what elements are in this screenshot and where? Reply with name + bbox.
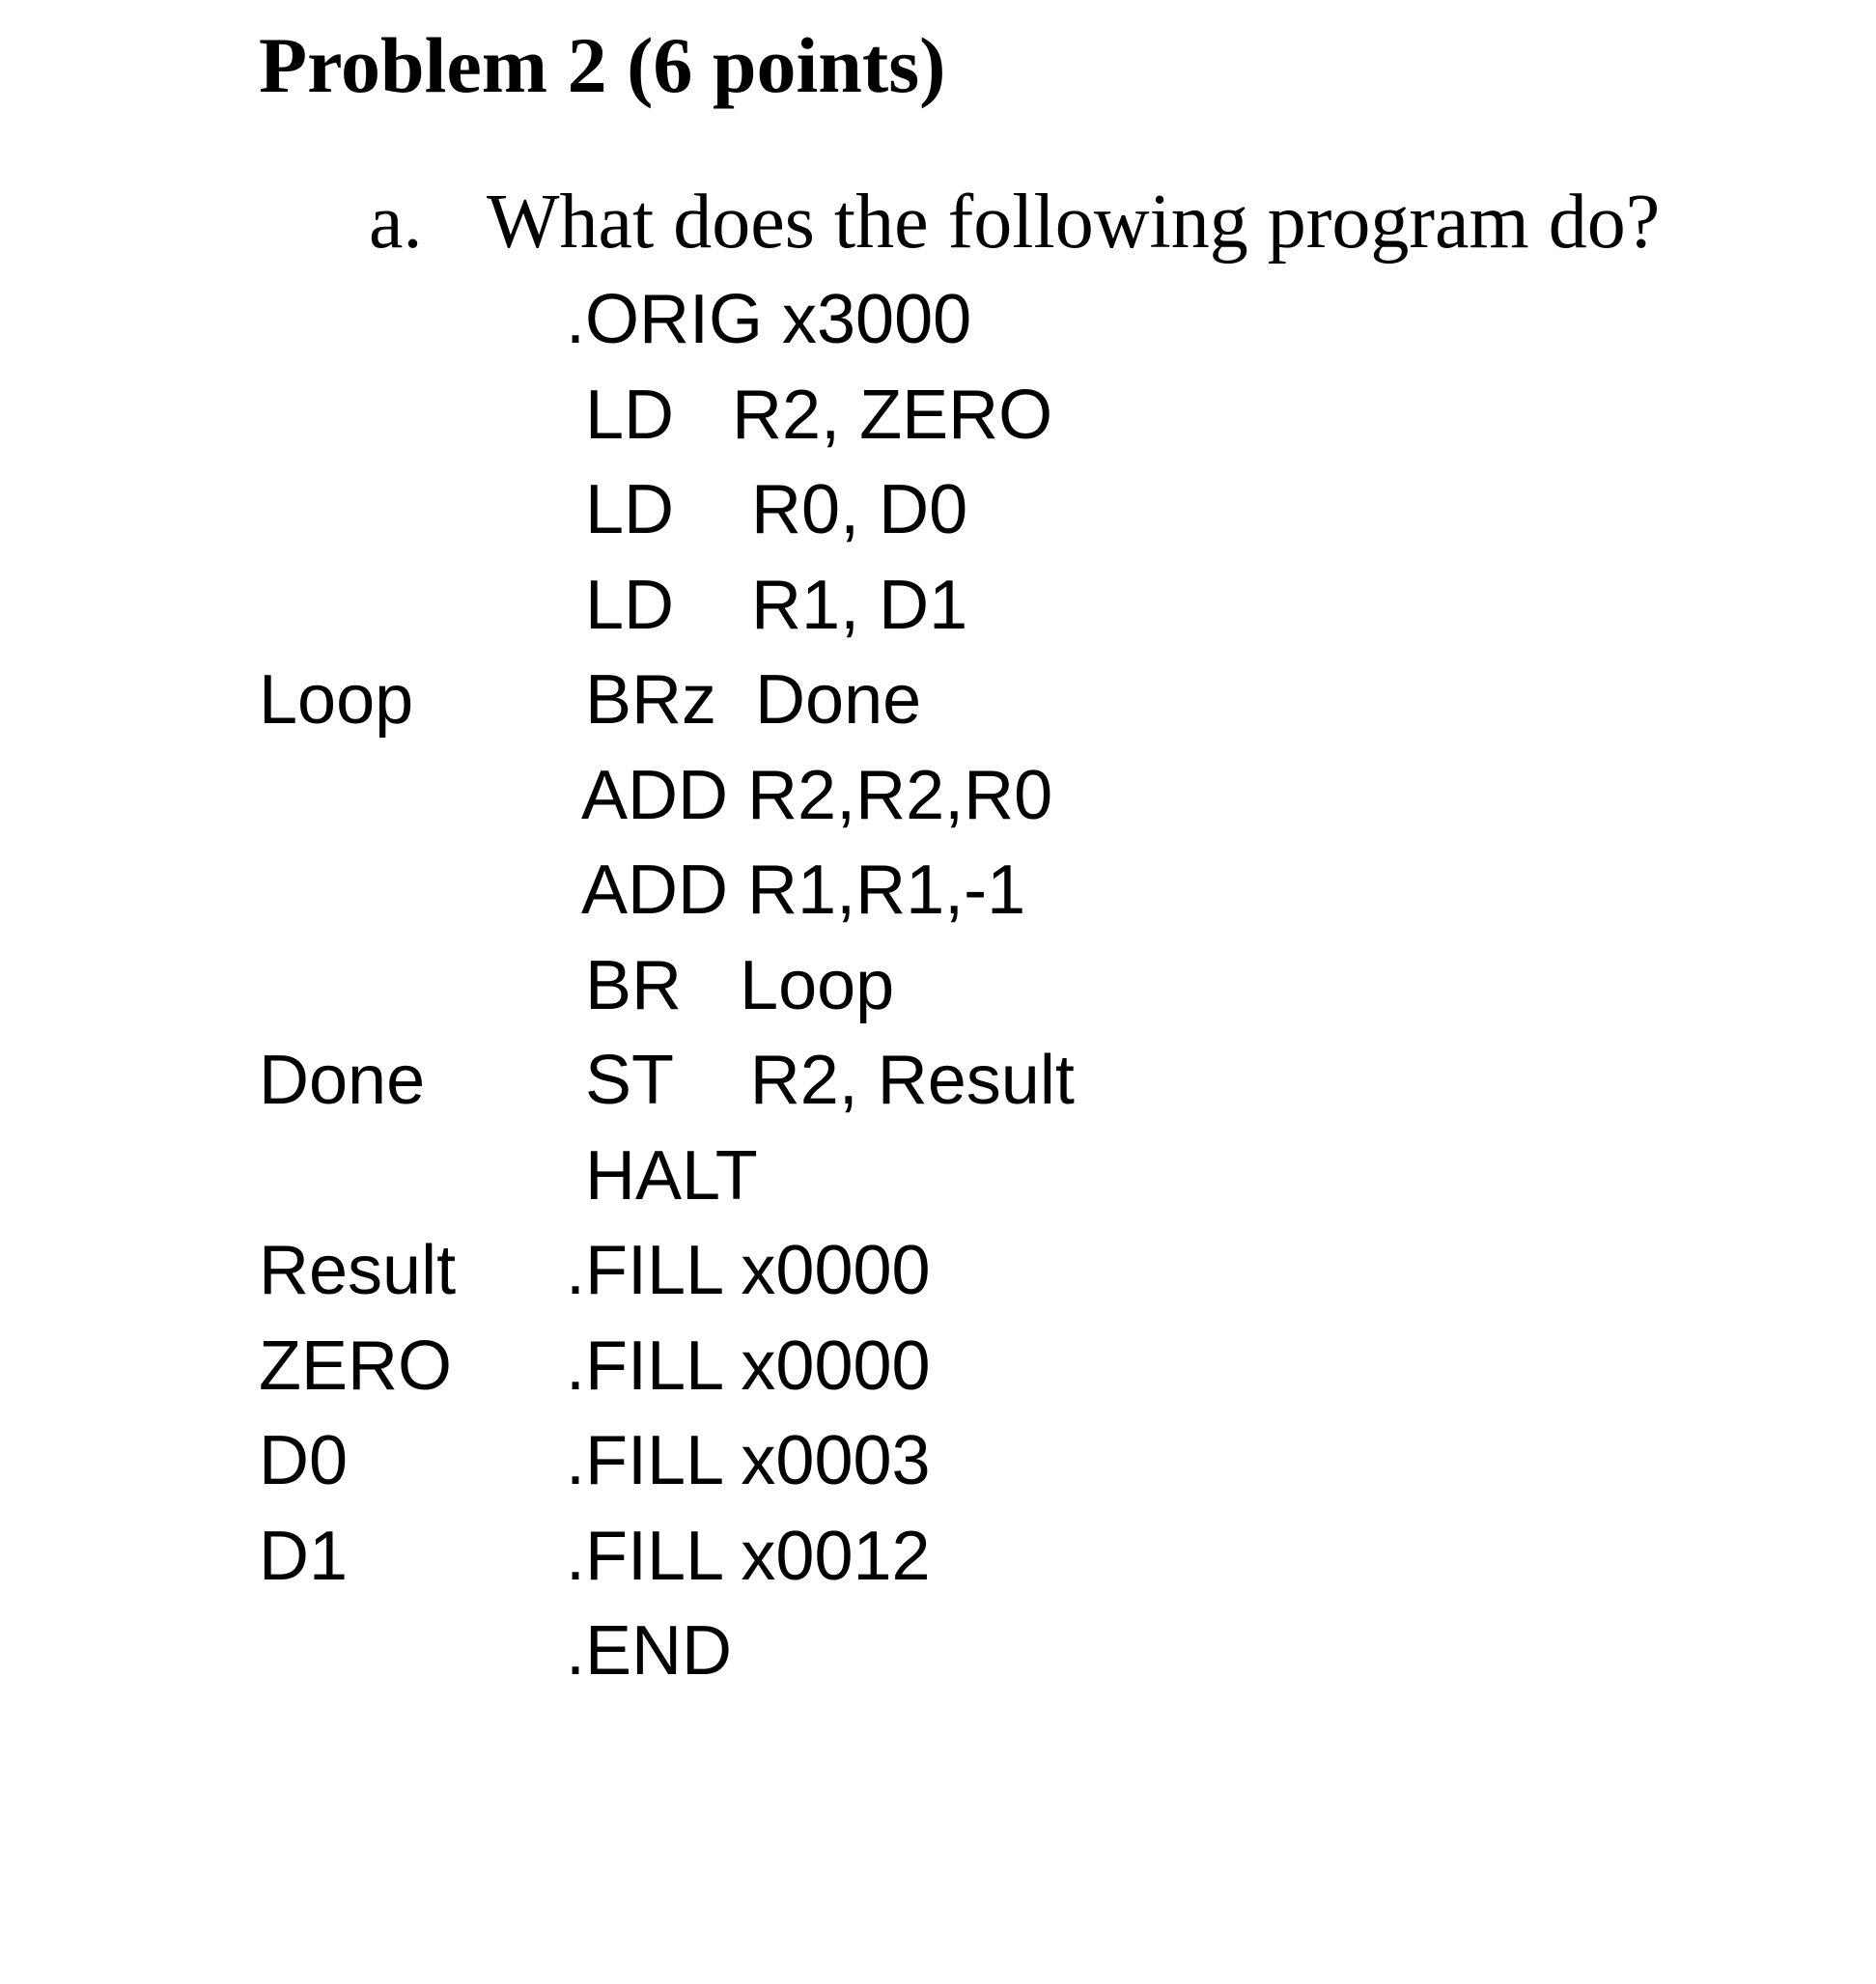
code-instruction: BRz Done xyxy=(566,661,922,739)
code-label: Done xyxy=(259,1042,426,1119)
code-label: D0 xyxy=(259,1422,349,1499)
code-instruction: BR Loop xyxy=(566,946,895,1024)
assembly-program xyxy=(259,272,1075,1699)
code-line xyxy=(259,1223,931,1319)
code-line xyxy=(259,1604,733,1699)
code-label: D1 xyxy=(259,1517,349,1595)
code-label: Loop xyxy=(259,661,414,739)
problem-title: Problem 2 (6 points) xyxy=(259,21,946,109)
code-instruction: .FILL x0000 xyxy=(566,1232,931,1309)
code-instruction: .FILL x0012 xyxy=(566,1517,931,1595)
code-instruction: .FILL x0000 xyxy=(566,1327,931,1405)
code-line xyxy=(259,1129,758,1224)
code-line xyxy=(259,558,968,654)
code-line xyxy=(259,462,968,558)
code-line xyxy=(259,368,1053,463)
code-instruction: LD R0, D0 xyxy=(566,471,968,548)
code-line xyxy=(259,1509,931,1605)
code-instruction: ADD R1,R1,-1 xyxy=(566,852,1026,929)
code-line xyxy=(259,843,1026,938)
code-label: Result xyxy=(259,1232,457,1309)
code-line xyxy=(259,1413,931,1509)
code-line xyxy=(259,1319,931,1414)
code-instruction: .END xyxy=(566,1612,733,1690)
code-line xyxy=(259,938,895,1034)
code-line xyxy=(259,272,972,368)
code-instruction: ADD R2,R2,R0 xyxy=(566,756,1053,834)
code-instruction: LD R2, ZERO xyxy=(566,376,1053,454)
code-label: ZERO xyxy=(259,1327,453,1405)
code-line xyxy=(259,748,1053,844)
question-text: What does the following program do? xyxy=(487,180,1661,265)
code-line xyxy=(259,1033,1075,1129)
code-instruction: .FILL x0003 xyxy=(566,1422,931,1499)
code-instruction: HALT xyxy=(566,1136,758,1215)
question-a xyxy=(369,174,1660,270)
code-instruction: LD R1, D1 xyxy=(566,566,968,644)
code-line xyxy=(259,653,922,748)
code-instruction: ST R2, Result xyxy=(566,1042,1075,1119)
question-marker: a. xyxy=(369,180,423,265)
code-instruction: .ORIG x3000 xyxy=(566,281,972,358)
